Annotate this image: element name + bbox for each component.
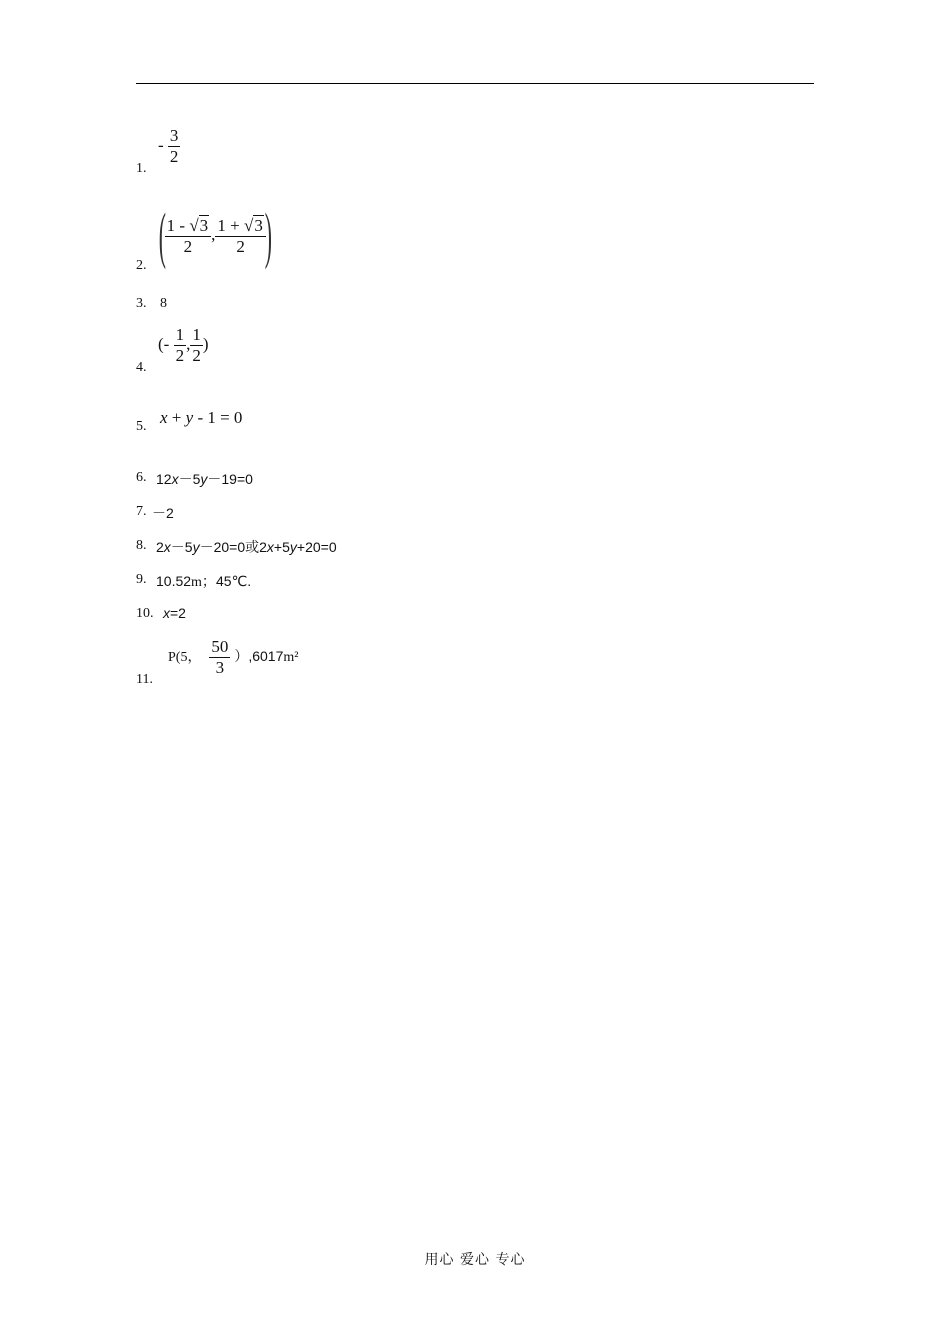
- var-y: y: [200, 471, 208, 487]
- term: +20=0: [296, 539, 337, 555]
- term: －19=0: [207, 471, 253, 487]
- fraction: [209, 637, 230, 678]
- answer-10: [163, 605, 186, 621]
- sqrt: √3: [244, 215, 263, 235]
- answer-number: 8.: [136, 538, 147, 553]
- minus-sign: -: [158, 135, 164, 155]
- answer-11: [168, 637, 298, 678]
- value: =2: [170, 605, 186, 621]
- fraction: [165, 216, 212, 257]
- answer-9: [156, 571, 251, 591]
- answer-7: －2: [152, 505, 174, 521]
- var-y: y: [185, 408, 194, 427]
- term: －5: [178, 471, 201, 487]
- answer-number: 6.: [136, 470, 147, 485]
- left-paren: (: [158, 202, 166, 270]
- var-x: x: [266, 539, 274, 555]
- numerator: 3: [169, 126, 179, 145]
- value: 10.52: [156, 573, 192, 589]
- point-prefix: P(5，: [168, 650, 202, 666]
- comma: ,: [186, 334, 191, 354]
- numerator: [165, 216, 212, 236]
- answer-number: 10.: [136, 606, 154, 621]
- answer-8: [156, 537, 337, 557]
- term: +5: [273, 539, 290, 555]
- denominator: 2: [165, 236, 212, 257]
- right-paren: ): [264, 202, 272, 270]
- answer-number: 11.: [136, 672, 153, 687]
- page-footer: 用心 爱心 专心: [424, 1252, 526, 1268]
- fraction: [174, 325, 187, 366]
- answer-number: 9.: [136, 572, 147, 587]
- unit: m；: [191, 575, 216, 590]
- term: －20=0或2: [199, 539, 267, 555]
- var-y: y: [289, 539, 297, 555]
- fraction: [215, 216, 265, 257]
- denominator: 3: [209, 657, 230, 678]
- var-x: x: [160, 408, 168, 427]
- term: 12: [156, 471, 172, 487]
- answer-number: 7.: [136, 504, 147, 519]
- comma: ,: [211, 224, 216, 244]
- numerator: [215, 216, 265, 236]
- var-x: x: [171, 471, 179, 487]
- denominator: 2: [169, 147, 179, 166]
- term: －5: [170, 539, 193, 555]
- header-rule: [136, 83, 814, 84]
- plus: +: [167, 408, 186, 427]
- close-paren: ): [202, 334, 209, 354]
- var-x: x: [163, 539, 171, 555]
- area-value: ）,6017: [234, 648, 284, 665]
- answer-number: 3.: [136, 296, 147, 311]
- radicand: 3: [254, 215, 263, 235]
- answer-number: 4.: [136, 360, 147, 375]
- numerator-term: 1 +: [217, 215, 245, 235]
- open-paren: (-: [158, 334, 170, 354]
- denominator: 2: [175, 346, 185, 365]
- numerator-term: 1 -: [166, 215, 190, 235]
- value: 45℃.: [215, 573, 252, 589]
- fraction: [190, 325, 203, 366]
- answer-number: 2.: [136, 258, 147, 273]
- fraction: [168, 126, 181, 167]
- sqrt: √3: [189, 215, 209, 235]
- term: 2: [156, 539, 164, 555]
- numerator: 1: [192, 325, 201, 344]
- numerator: 1: [175, 325, 185, 344]
- answer-1: [158, 126, 180, 167]
- answer-4: [158, 325, 209, 366]
- var-x: x: [163, 605, 170, 621]
- answer-2: [152, 202, 279, 270]
- denominator: 2: [215, 236, 265, 257]
- answer-6: [156, 469, 253, 489]
- unit: m²: [283, 650, 299, 666]
- answer-3: 8: [160, 296, 167, 311]
- equation-rest: - 1 = 0: [193, 408, 243, 427]
- denominator: 2: [192, 346, 201, 365]
- var-y: y: [192, 539, 200, 555]
- radicand: 3: [199, 215, 209, 235]
- answer-number: 5.: [136, 419, 147, 434]
- answer-number: 1.: [136, 161, 147, 176]
- numerator: 50: [211, 637, 229, 656]
- answer-5: [160, 408, 242, 428]
